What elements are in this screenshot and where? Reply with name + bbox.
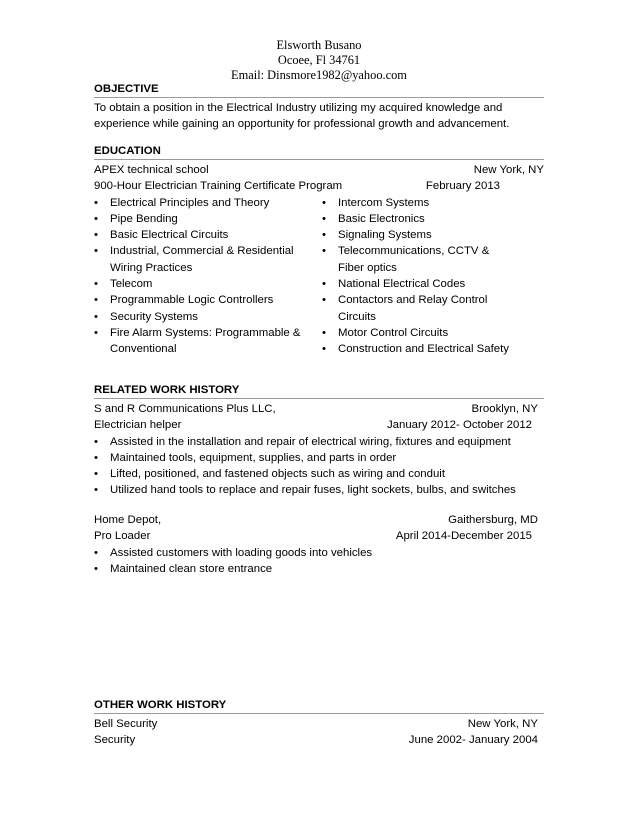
course-item: • Electrical Principles and Theory (94, 195, 322, 211)
program-date: February 2013 (425, 180, 500, 193)
related-work-divider (94, 398, 544, 399)
job-dates: June 2002- January 2004 (408, 734, 538, 747)
job-company: Bell Security (94, 718, 158, 730)
job-duty-item: • Utilized hand tools to replace and repair fuses, light sockets, bulbs, and switches (94, 482, 544, 498)
course-item: • Basic Electrical Circuits (94, 227, 322, 243)
job-role-row (94, 732, 544, 748)
other-work-divider (94, 713, 544, 714)
job-entry-home-depot (94, 512, 544, 577)
course-item: • Intercom Systems (322, 195, 512, 211)
course-item: • Telecom (94, 276, 322, 292)
job-dates: January 2012- October 2012 (386, 419, 532, 432)
course-item: • Industrial, Commercial & Residential Wiring Practices (94, 243, 322, 276)
job-duty-item: • Lifted, positioned, and fastened objects such as wiring and conduit (94, 466, 544, 482)
related-work-section (94, 383, 544, 499)
job-role-row (94, 528, 544, 544)
course-item: • Signaling Systems (322, 227, 512, 243)
school-name: APEX technical school (94, 164, 209, 176)
objective-text-line: To obtain a position in the Electrical Industry utilizing my acquired knowledge and (94, 102, 503, 114)
other-work-title: OTHER WORK HISTORY (94, 699, 227, 711)
course-list-left (94, 195, 322, 358)
job-company-row (94, 512, 544, 528)
course-item: • Basic Electronics (322, 211, 512, 227)
candidate-email: Email: Dinsmore1982@yahoo.com (231, 68, 407, 82)
job-duty-item: • Maintained clean store entrance (94, 561, 544, 577)
candidate-address: Ocoee, Fl 34761 (277, 53, 361, 67)
job-location: Gaithersburg, MD (448, 514, 538, 526)
resume-header (0, 38, 638, 83)
course-item: • Telecommunications, CCTV & Fiber optics (322, 243, 512, 276)
job-location: New York, NY (467, 718, 538, 730)
job-duties (94, 545, 544, 578)
course-item: • Motor Control Circuits (322, 325, 512, 341)
job-company: S and R Communications Plus LLC, (94, 403, 276, 415)
job-role: Electrician helper (94, 419, 182, 432)
related-work-title: RELATED WORK HISTORY (94, 384, 240, 396)
education-section (94, 144, 544, 358)
other-work-section (94, 698, 544, 749)
job-duty-item: • Assisted customers with loading goods into vehicles (94, 545, 544, 561)
course-item: • National Electrical Codes (322, 276, 512, 292)
course-item: • Pipe Bending (94, 211, 322, 227)
job-role: Pro Loader (94, 530, 151, 543)
job-duty-item: • Maintained tools, equipment, supplies, and parts in order (94, 450, 544, 466)
job-location: Brooklyn, NY (471, 403, 538, 415)
objective-divider (94, 97, 544, 98)
education-program-row (94, 178, 544, 194)
course-list (94, 195, 544, 358)
job-dates: April 2014-December 2015 (395, 530, 532, 543)
job-role-row (94, 417, 544, 433)
objective-title: OBJECTIVE (94, 83, 159, 95)
course-item: • Programmable Logic Controllers (94, 292, 322, 308)
job-duty-item: • Assisted in the installation and repair of electrical wiring, fixtures and equipment (94, 434, 544, 450)
program-name: 900-Hour Electrician Training Certificate Program (94, 180, 343, 193)
objective-section (94, 82, 544, 133)
course-item: • Construction and Electrical Safety (322, 341, 512, 357)
objective-text-line: experience while gaining an opportunity for professional growth and advancement. (94, 118, 510, 131)
course-item: • Security Systems (94, 309, 322, 325)
job-role: Security (94, 734, 136, 747)
candidate-name: Elsworth Busano (276, 38, 362, 52)
education-divider (94, 159, 544, 160)
education-title: EDUCATION (94, 145, 161, 157)
course-list-right (322, 195, 512, 358)
course-item: • Fire Alarm Systems: Programmable & Conventional (94, 325, 322, 358)
school-location: New York, NY (473, 164, 544, 176)
course-item: • Contactors and Relay Control Circuits (322, 292, 512, 325)
job-duties (94, 434, 544, 499)
job-company-row (94, 716, 544, 732)
job-company-row (94, 401, 544, 417)
education-school-row (94, 162, 544, 178)
job-company: Home Depot, (94, 514, 162, 526)
